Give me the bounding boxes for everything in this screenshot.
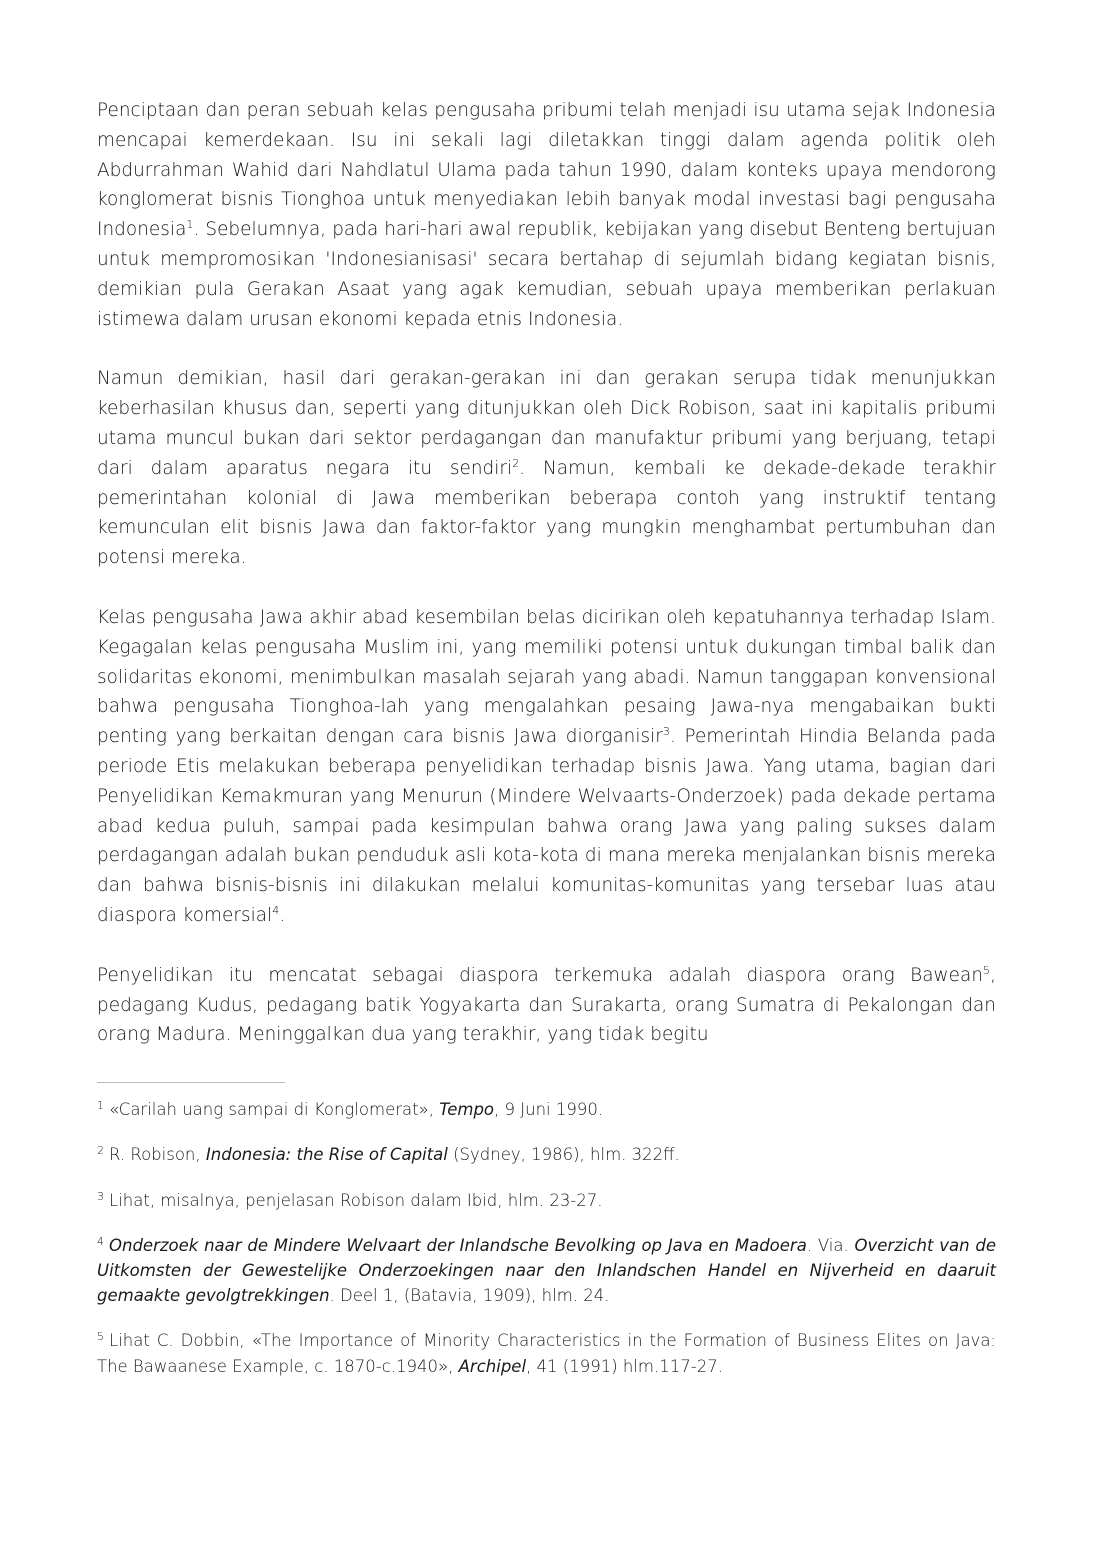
footnote-1 xyxy=(97,1097,996,1122)
footnote-text: (Sydney, 1986), hlm. 322ff. xyxy=(447,1145,680,1165)
paragraph-text: , pedagang Kudus, pedagang batik Yogyakarta dan Surakarta, orang Sumatra di Pekalongan dan orang Madura. Meninggalkan dua yang terakhir, yang tidak begitu xyxy=(97,964,996,1046)
footnote-italic-text: Indonesia: the Rise of Capital xyxy=(205,1145,448,1165)
footnote-text: «Carilah uang sampai di Konglomerat», xyxy=(109,1100,440,1120)
paragraph-text: . xyxy=(279,904,286,926)
footnote-text: , 41 (1991) hlm.117-27. xyxy=(526,1356,723,1376)
footnote-3 xyxy=(97,1188,996,1213)
footnote-ref[interactable]: 4 xyxy=(272,903,280,917)
footnote-2 xyxy=(97,1142,996,1167)
footnotes xyxy=(97,1097,996,1379)
paragraph-text: Namun demikian, hasil dari gerakan-gerakan ini dan gerakan serupa tidak menunjukkan keberhasilan khusus dan, seperti yang ditunjukkan oleh Dick Robison, saat ini kapitalis pribumi utama muncul bukan dari sektor perdagangan dan manufaktur pribumi yang berjuang, tetapi dari dalam aparatus negara itu sendiri xyxy=(97,368,996,479)
paragraph-text: . Namun, kembali ke dekade-dekade terakhir pemerintahan kolonial di Jawa memberikan beberapa contoh yang instruktif tentang kemunculan elit bisnis Jawa dan faktor-faktor yang mungkin menghambat pertumbuhan dan potensi mereka. xyxy=(97,457,996,569)
paragraph xyxy=(97,96,996,334)
paragraph xyxy=(97,364,996,573)
footnote-text: . Deel 1, (Batavia, 1909), hlm. 24. xyxy=(329,1286,610,1306)
footnote-text: Lihat C. Dobbin, «The Importance of Minority Characteristics in the Formation of Business Elites on Java: The Bawaanese Example, c. 1870-c.1940», xyxy=(97,1331,996,1376)
paragraph-text: Kelas pengusaha Jawa akhir abad kesembilan belas dicirikan oleh kepatuhannya terhadap Islam. Kegagalan kelas pengusaha Muslim ini, yang memiliki potensi untuk dukungan timbal balik dan solidaritas ekonomi, menimbulkan masalah sejarah yang abadi. Namun tanggapan konvensional bahwa pengusaha Tionghoa-lah yang mengalahkan pesaing Jawa-nya mengabaikan bukti penting yang berkaitan dengan cara bisnis Jawa diorganisir xyxy=(97,606,996,748)
paragraph xyxy=(97,603,996,931)
footnote-divider xyxy=(97,1082,285,1083)
footnote-ref[interactable]: 2 xyxy=(512,456,520,470)
footnote-number: 3 xyxy=(97,1189,104,1203)
footnote-number: 1 xyxy=(97,1099,104,1113)
paragraph-text: . Pemerintah Hindia Belanda pada periode Etis melakukan beberapa penyelidikan terhadap bisnis Jawa. Yang utama, bagian dari Penyelidikan Kemakmuran yang Menurun (Mindere Welvaarts-Onderzoek) pada dekade pertama abad kedua puluh, sampai pada kesimpulan bahwa orang Jawa yang paling sukses dalam perdagangan adalah bukan penduduk asli kota-kota di mana mereka menjalankan bisnis mereka dan bahwa bisnis-bisnis ini dilakukan melalui komunitas-komunitas yang tersebar luas atau diaspora komersial xyxy=(97,726,996,926)
paragraph-text: Penyelidikan itu mencatat sebagai diaspora terkemuka adalah diaspora orang Bawean xyxy=(97,964,984,986)
footnote-number: 4 xyxy=(97,1234,104,1248)
main-text xyxy=(97,96,996,1050)
paragraph xyxy=(97,961,996,1050)
footnote-number: 2 xyxy=(97,1144,104,1158)
paragraph-text: . Sebelumnya, pada hari-hari awal republik, kebijakan yang disebut Benteng bertujuan untuk mempromosikan 'Indonesianisasi' secara bertahap di sejumlah bidang kegiatan bisnis, demikian pula Gerakan Asaat yang agak kemudian, sebuah upaya memberikan perlakuan istimewa dalam urusan ekonomi kepada etnis Indonesia. xyxy=(97,219,996,330)
footnote-5 xyxy=(97,1328,996,1378)
footnote-4 xyxy=(97,1233,996,1309)
footnote-italic-text: Onderzoek naar de Mindere Welvaart der Inlandsche Bevolking op Java en Madoera xyxy=(109,1235,807,1255)
footnote-italic-text: Archipel xyxy=(458,1356,527,1376)
footnote-text: , 9 Juni 1990. xyxy=(494,1100,604,1120)
footnote-ref[interactable]: 5 xyxy=(983,963,991,977)
footnote-text: Lihat, misalnya, penjelasan Robison dalam Ibid, hlm. 23-27. xyxy=(109,1190,603,1210)
paragraph-text: Penciptaan dan peran sebuah kelas pengusaha pribumi telah menjadi isu utama sejak Indonesia mencapai kemerdekaan. Isu ini sekali lagi diletakkan tinggi dalam agenda politik oleh Abdurrahman Wahid dari Nahdlatul Ulama pada tahun 1990, dalam konteks upaya mendorong konglomerat bisnis Tionghoa untuk menyediakan lebih banyak modal investasi bagi pengusaha Indonesia xyxy=(97,100,996,241)
footnote-ref[interactable]: 3 xyxy=(662,725,670,739)
footnote-text: . Via. xyxy=(806,1235,855,1255)
footnote-number: 5 xyxy=(97,1330,104,1344)
footnote-ref[interactable]: 1 xyxy=(186,218,194,232)
footnote-text: R. Robison, xyxy=(109,1145,206,1165)
footnote-italic-text: Overzicht van de Uitkomsten der Gewestelijke Onderzoekingen naar den Inlandschen Handel en Nijverheid en daaruit gemaakte gevolgtrekkingen xyxy=(97,1235,996,1306)
footnote-italic-text: Tempo xyxy=(439,1100,495,1120)
